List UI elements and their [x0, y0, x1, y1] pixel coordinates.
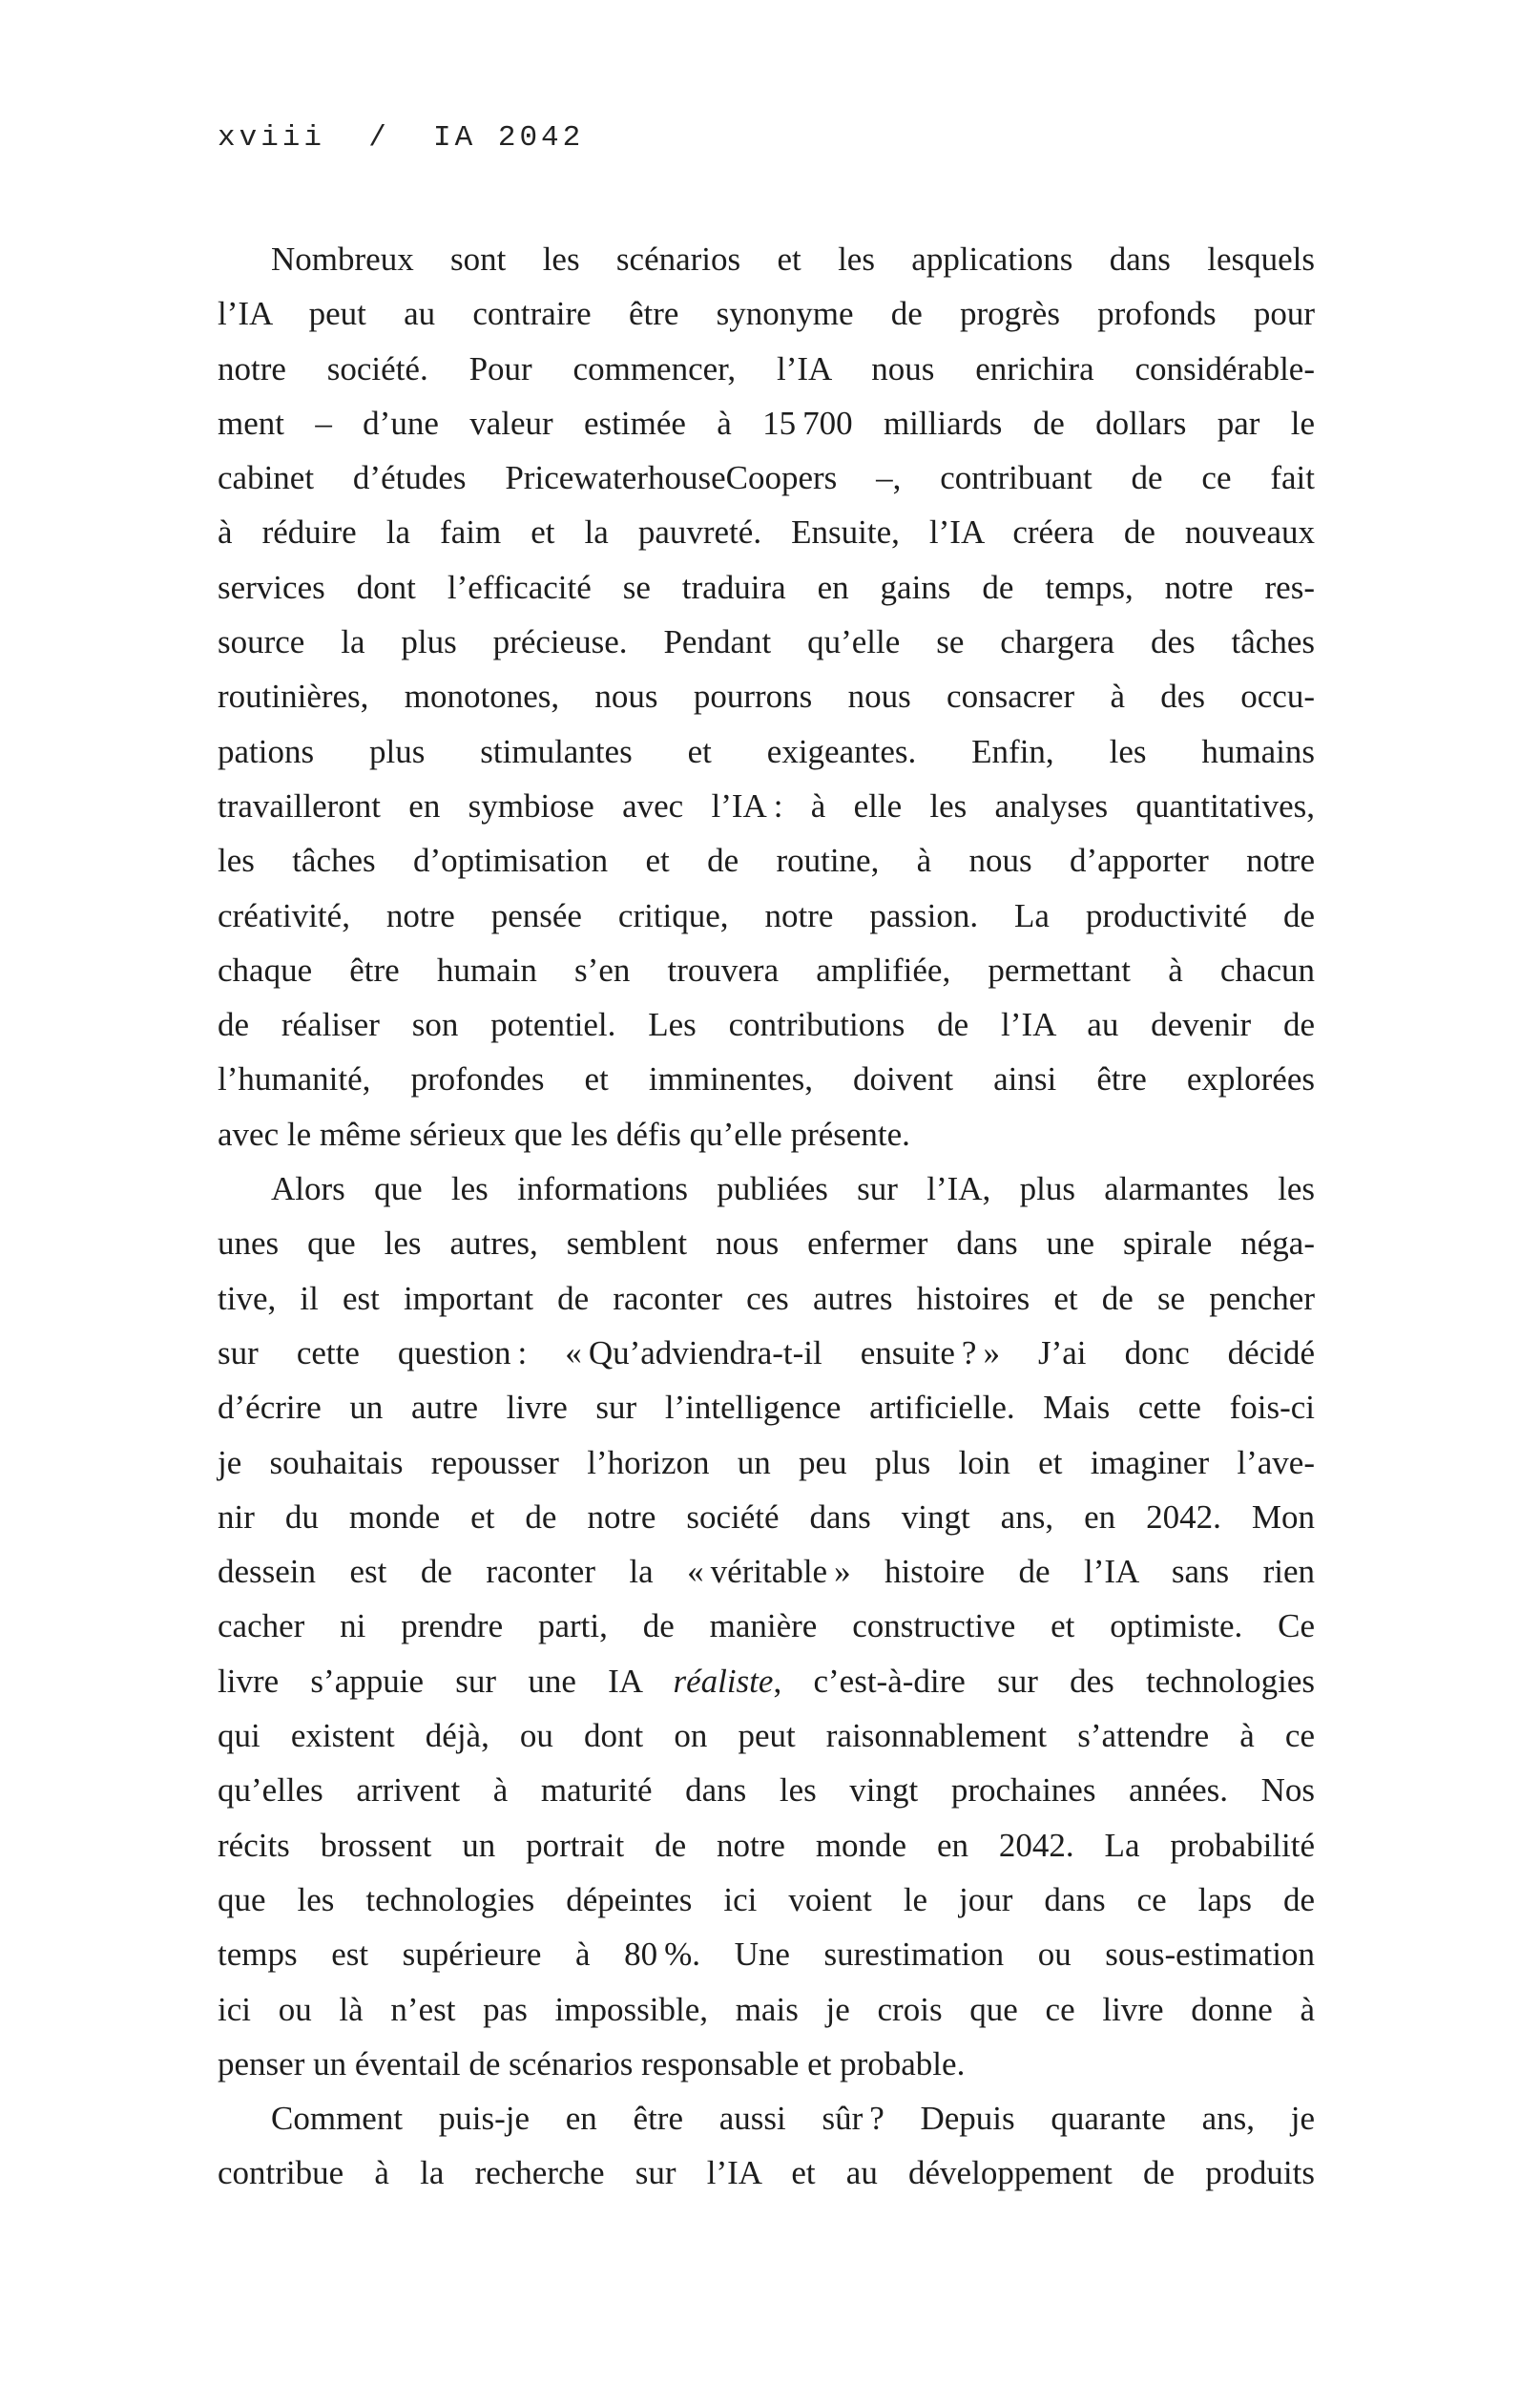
- text-line: [218, 1216, 1315, 1270]
- text-line: [218, 1654, 1315, 1708]
- text-segment: ici ou là n’est pas impossible, mais je crois que ce livre donne à: [218, 1990, 1315, 2028]
- text-line: [218, 1326, 1315, 1380]
- text-segment: dessein est de raconter la « véritable » histoire de l’IA sans rien: [218, 1553, 1315, 1591]
- text-segment: unes que les autres, semblent nous enfermer dans une spirale néga-: [218, 1224, 1315, 1263]
- text-line: [218, 1763, 1315, 1817]
- text-line: [218, 615, 1315, 669]
- text-segment: tive, il est important de raconter ces autres histoires et de se pencher: [218, 1279, 1315, 1317]
- text-segment: ment – d’une valeur estimée à 15 700 milliards de dollars par le: [218, 404, 1315, 442]
- text-line: [218, 669, 1315, 723]
- text-line: [218, 505, 1315, 559]
- text-segment: à réduire la faim et la pauvreté. Ensuite, l’IA créera de nouveaux: [218, 513, 1315, 552]
- text-line: [218, 1107, 1315, 1162]
- text-segment: contribue à la recherche sur l’IA et au développement de produits: [218, 2154, 1315, 2192]
- text-segment: cabinet d’études PricewaterhouseCoopers –, contribuant de ce fait: [218, 459, 1315, 497]
- paragraph: [218, 232, 1315, 1162]
- text-line: [218, 232, 1315, 286]
- italic-text: réaliste: [673, 1662, 774, 1700]
- text-segment: avec le même sérieux que les défis qu’elle présente.: [218, 1115, 910, 1153]
- text-line: [218, 779, 1315, 833]
- text-line: [218, 997, 1315, 1052]
- paragraph: [218, 2091, 1315, 2201]
- text-segment: Alors que les informations publiées sur l’IA, plus alarmantes les: [271, 1170, 1315, 1208]
- text-segment: d’écrire un autre livre sur l’intelligence artificielle. Mais cette fois-ci: [218, 1389, 1315, 1427]
- text-segment: qui existent déjà, ou dont on peut raisonnablement s’attendre à ce: [218, 1717, 1315, 1755]
- text-line: [218, 286, 1315, 341]
- text-segment: Nombreux sont les scénarios et les applications dans lesquels: [271, 241, 1315, 278]
- text-line: [218, 1708, 1315, 1763]
- text-segment: de réaliser son potentiel. Les contributions de l’IA au devenir de: [218, 1006, 1315, 1044]
- text-line: [218, 1271, 1315, 1326]
- text-segment: l’humanité, profondes et imminentes, doivent ainsi être explorées: [218, 1060, 1315, 1099]
- text-line: [218, 1435, 1315, 1490]
- text-line: [218, 2091, 1315, 2145]
- text-segment: temps est supérieure à 80 %. Une surestimation ou sous-estimation: [218, 1936, 1315, 1974]
- text-segment: l’IA peut au contraire être synonyme de progrès profonds pour: [218, 295, 1315, 333]
- text-line: [218, 342, 1315, 396]
- text-line: [218, 1162, 1315, 1216]
- text-segment: notre société. Pour commencer, l’IA nous enrichira considérable-: [218, 349, 1315, 387]
- text-segment: que les technologies dépeintes ici voient le jour dans ce laps de: [218, 1880, 1315, 1918]
- text-line: [218, 1818, 1315, 1873]
- text-segment: créativité, notre pensée critique, notre passion. La productivité de: [218, 896, 1315, 934]
- text-line: [218, 1982, 1315, 2037]
- text-segment: livre s’appuie sur une IA: [218, 1662, 674, 1700]
- text-line: [218, 889, 1315, 943]
- text-segment: chaque être humain s’en trouvera amplifiée, permettant à chacun: [218, 951, 1315, 989]
- text-line: [218, 2145, 1315, 2200]
- text-segment: sur cette question : « Qu’adviendra-t-il ensuite ? » J’ai donc décidé: [218, 1333, 1315, 1371]
- text-line: [218, 450, 1315, 505]
- text-segment: services dont l’efficacité se traduira en gains de temps, notre res-: [218, 568, 1315, 606]
- text-segment: je souhaitais repousser l’horizon un peu plus loin et imaginer l’ave-: [218, 1443, 1315, 1481]
- text-line: [218, 1873, 1315, 1927]
- text-segment: source la plus précieuse. Pendant qu’elle se chargera des tâches: [218, 623, 1315, 661]
- text-segment: les tâches d’optimisation et de routine, à nous d’apporter notre: [218, 842, 1315, 880]
- text-line: [218, 560, 1315, 615]
- text-line: [218, 1599, 1315, 1653]
- text-segment: récits brossent un portrait de notre monde en 2042. La probabilité: [218, 1826, 1315, 1864]
- text-segment: qu’elles arrivent à maturité dans les vingt prochaines années. Nos: [218, 1771, 1315, 1810]
- text-segment: , c’est-à-dire sur des technologies: [773, 1662, 1315, 1700]
- text-line: [218, 1052, 1315, 1106]
- paragraph: [218, 1162, 1315, 2091]
- text-block: [218, 232, 1315, 2201]
- text-segment: nir du monde et de notre société dans vingt ans, en 2042. Mon: [218, 1497, 1315, 1536]
- text-line: [218, 833, 1315, 888]
- text-segment: routinières, monotones, nous pourrons nous consacrer à des occu-: [218, 678, 1315, 716]
- text-segment: pations plus stimulantes et exigeantes. Enfin, les humains: [218, 732, 1315, 770]
- text-line: [218, 724, 1315, 779]
- running-header: xviii / IA 2042: [218, 121, 585, 155]
- text-line: [218, 2037, 1315, 2091]
- text-line: [218, 943, 1315, 997]
- text-segment: penser un éventail de scénarios responsable et probable.: [218, 2044, 966, 2083]
- text-line: [218, 1544, 1315, 1599]
- text-segment: cacher ni prendre parti, de manière constructive et optimiste. Ce: [218, 1607, 1315, 1645]
- text-segment: Comment puis-je en être aussi sûr ? Depuis quarante ans, je: [271, 2100, 1315, 2138]
- text-line: [218, 1927, 1315, 1981]
- text-segment: travailleront en symbiose avec l’IA : à elle les analyses quantitatives,: [218, 786, 1315, 825]
- text-line: [218, 1380, 1315, 1434]
- text-line: [218, 396, 1315, 450]
- text-line: [218, 1490, 1315, 1544]
